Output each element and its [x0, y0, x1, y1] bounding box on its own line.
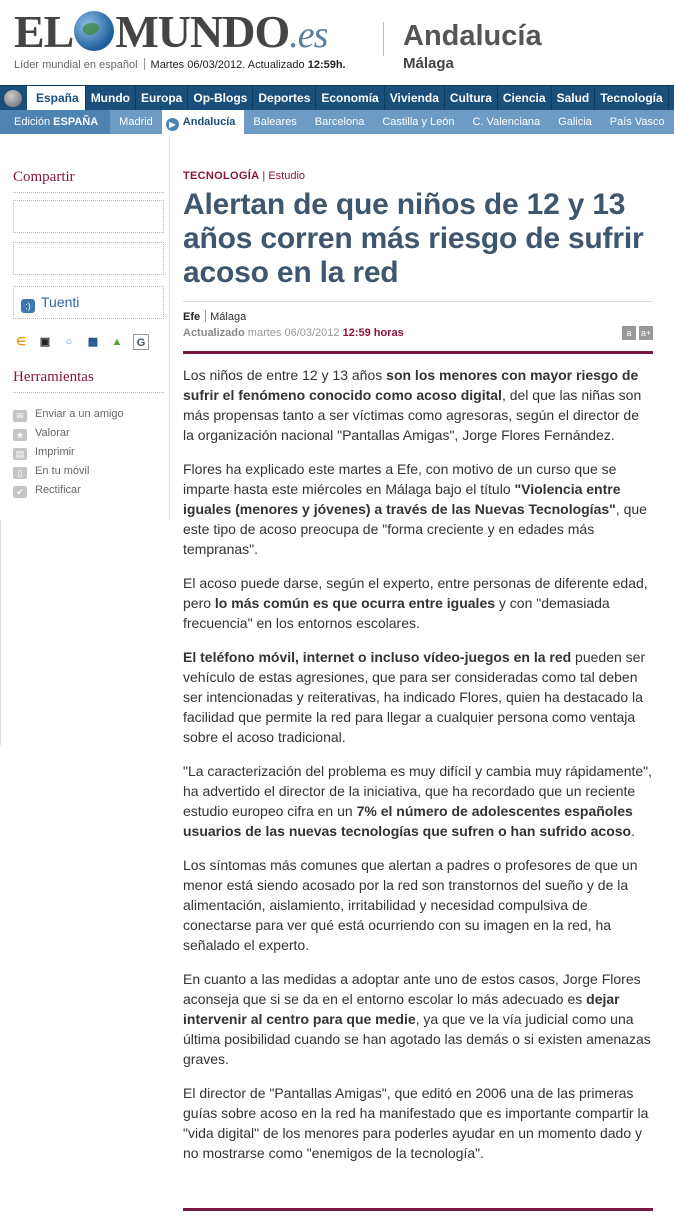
nav-item-mundo[interactable]: Mundo [86, 86, 136, 111]
star-icon: ★ [13, 429, 27, 441]
share-title: Compartir [13, 169, 75, 185]
paragraph-6: Los síntomas más comunes que alertan a padres o profesores de que un menor está siendo acosado por la red son transtornos del sueño y de la alimentación, aislamiento, irritabilidad y necesidad compulsiva de conectarse para ver qué está ocurriendo con su imagen en la red, ha señalado el experto. [183, 857, 638, 953]
share-widget-2[interactable] [13, 242, 164, 275]
tools-divider [13, 392, 164, 393]
nav-item-salud[interactable]: Salud [552, 86, 596, 111]
checkmark-icon: ✔ [13, 486, 27, 498]
font-larger-button[interactable]: a+ [640, 328, 652, 338]
subnav-item-barcelona[interactable]: Barcelona [314, 116, 365, 128]
tool-label: Rectificar [35, 484, 81, 496]
article-headline: Alertan de que niños de 12 y 13 años corren más riesgo de sufrir acoso en la red [183, 188, 644, 289]
people-icon[interactable]: ▲ [111, 336, 123, 348]
logo-text-right: MUNDO [115, 6, 290, 57]
header-divider [383, 22, 384, 56]
section-link[interactable]: TECNOLOGÍA [183, 170, 260, 182]
font-smaller-button[interactable]: a [622, 326, 636, 340]
subnav-item-castilla-y-leon[interactable]: Castilla y León [382, 116, 455, 128]
edition-name: ESPAÑA [53, 116, 99, 128]
site-logo[interactable] [14, 8, 327, 59]
mobile-icon: ▯ [13, 467, 27, 479]
tuenti-share-button[interactable] [13, 286, 164, 319]
tool-send-to-friend[interactable] [13, 408, 124, 427]
meneame-icon[interactable]: ∈ [16, 336, 26, 348]
subnav-item-andalucia[interactable] [162, 110, 245, 134]
nav-item-economia[interactable]: Economía [316, 86, 384, 111]
header-tagline [14, 58, 346, 71]
tool-label: Enviar a un amigo [35, 408, 124, 420]
subnav-item-madrid[interactable]: Madrid [119, 116, 153, 128]
nav-item-espana[interactable]: España [27, 86, 86, 111]
subsection-link[interactable]: | Estudio [262, 170, 306, 182]
paragraph-3: El acoso puede darse, según el experto, entre personas de diferente edad, pero lo más común es que ocurra entre iguales y con "demasiada frecuencia" en los entornos escolares. [183, 575, 648, 631]
header-date: Martes 06/03/2012. Actualizado [150, 59, 305, 71]
delicious-icon[interactable]: ▣ [39, 336, 51, 348]
subnav-item-galicia[interactable]: Galicia [558, 116, 592, 128]
article-body [183, 365, 653, 1163]
paragraph-8: El director de "Pantallas Amigas", que editó en 2006 una de las primeras guías sobre acoso en la red ha manifestado que es importante compartir la "vida digital" de los menores para poderles ayudar en un momento dado y no mostrarse como "enemigos de la tecnología". [183, 1085, 649, 1161]
drop-icon[interactable]: ○ [65, 336, 73, 348]
tool-print[interactable] [13, 446, 124, 465]
paragraph-1: Los niños de entre 12 y 13 años son los menores con mayor riesgo de sufrir el fenómeno conocido como acoso digital, del que las niñas son más propensas tanto a ser víctimas como agresoras, según el director de la organización nacional "Pantallas Amigas", Jorge Flores Fernández. [183, 367, 642, 443]
font-size-controls [622, 326, 653, 340]
article-bottom-rule [183, 1208, 653, 1211]
printer-icon: ▤ [13, 448, 27, 460]
tuenti-label: Tuenti [41, 294, 80, 310]
share-divider [13, 192, 164, 193]
paragraph-4: El teléfono móvil, internet o incluso vídeo-juegos en la red pueden ser vehículo de estas agresiones, que para ser consideradas como tal deben ser intencionadas y reiterativas, ha indicado Flores, quien ha destacado la facilidad que permite la red para llegar a cualquier persona como ventaja sobre el acoso tradicional. [183, 649, 646, 745]
nav-item-op-blogs[interactable]: Op-Blogs [188, 86, 253, 111]
author: Efe [183, 311, 201, 323]
tool-label: Valorar [35, 427, 70, 439]
article [183, 170, 653, 1177]
edition-label-text: Edición [14, 116, 51, 128]
paragraph-7: En cuanto a las medidas a adoptar ante uno de estos casos, Jorge Flores aconseja que si se da en el entorno escolar lo más adecuado es dejar intervenir al centro para que medie, ya que ve la vía judicial como una última posibilidad cuando se han agotado las demás o si existen amenazas graves. [183, 971, 651, 1067]
tool-mobile[interactable] [13, 465, 124, 484]
social-icons [13, 334, 164, 352]
edition-label[interactable] [0, 110, 110, 134]
nav-item-ciencia[interactable]: Ciencia [498, 86, 552, 111]
subnav-item-c-valenciana[interactable]: C. Valenciana [472, 116, 541, 128]
nav-item-vivienda[interactable]: Vivienda [385, 86, 445, 111]
nav-item-tecnologia[interactable]: Tecnología [595, 86, 668, 111]
header-time: 12:59h. [307, 59, 346, 71]
article-top-rule [183, 351, 653, 354]
nav-item-europa[interactable]: Europa [136, 86, 188, 111]
updated-time: 12:59 horas [342, 327, 404, 339]
tool-correct[interactable] [13, 484, 124, 503]
byline [183, 310, 653, 323]
subnav-item-andalucia-label: Andalucía [182, 116, 236, 128]
updated-line [183, 327, 653, 341]
left-edge-line [0, 520, 1, 745]
tuenti-icon: :) [21, 299, 35, 313]
nav-item-cultura[interactable]: Cultura [445, 86, 498, 111]
article-kicker [183, 170, 653, 182]
tool-rate[interactable] [13, 427, 124, 446]
technorati-icon[interactable]: ▩ [87, 336, 99, 348]
tagline-text: Líder mundial en español [14, 59, 138, 71]
sidebar [0, 135, 170, 520]
nav-item-deportes[interactable]: Deportes [253, 86, 316, 111]
site-header [0, 0, 674, 84]
envelope-icon: ✉ [13, 410, 27, 422]
logo-text-left: EL [14, 6, 74, 57]
google-icon[interactable]: G [133, 334, 149, 350]
updated-date: martes 06/03/2012 [247, 327, 340, 339]
paragraph-5: "La caracterización del problema es muy difícil y cambia muy rápidamente", ha advertido el director de la iniciativa, que ha recordado que un reciente estudio europeo cifra en un 7% el número de adolescentes españoles usuarios de las nuevas tecnologías que sufren o han sufrido acoso. [183, 763, 653, 839]
tool-label: En tu móvil [35, 465, 90, 477]
subnav-item-baleares[interactable]: Baleares [253, 116, 297, 128]
meta-divider [183, 301, 653, 302]
city-title[interactable]: Málaga [403, 55, 454, 72]
play-arrow-icon: ▶ [166, 118, 179, 131]
updated-label: Actualizado [183, 327, 245, 339]
logo-suffix: .es [289, 14, 328, 56]
tools-list [13, 408, 124, 503]
paragraph-2: Flores ha explicado este martes a Efe, con motivo de un curso que se imparte hasta este miércoles en Málaga bajo el título "Violencia entre iguales (menores y jóvenes) a través de las Nuevas Tecnologías", que este tipo de acoso preocupa de "forma creciente y en edades más tempranas". [183, 461, 647, 557]
home-globe-icon[interactable] [4, 90, 22, 107]
subnav-item-pais-vasco[interactable]: País Vasco [609, 116, 665, 128]
tool-label: Imprimir [35, 446, 75, 458]
region-title[interactable]: Andalucía [403, 20, 542, 52]
share-widget-1[interactable] [13, 200, 164, 233]
main-nav [0, 85, 674, 110]
location: Málaga [210, 311, 247, 323]
globe-icon [74, 11, 114, 51]
tools-title: Herramientas [13, 369, 94, 385]
sub-nav [0, 110, 674, 134]
